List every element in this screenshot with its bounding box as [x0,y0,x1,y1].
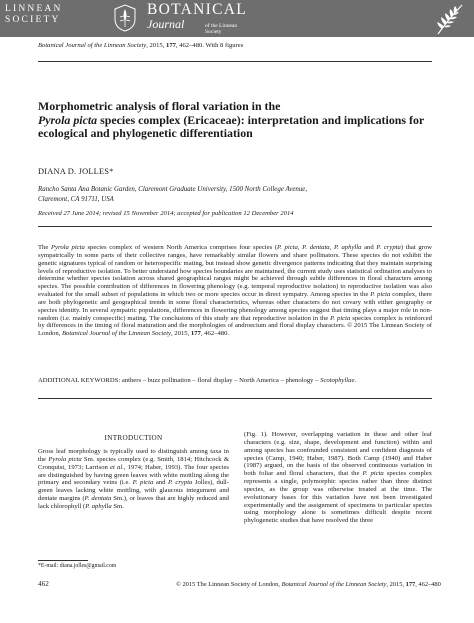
society-name [5,4,63,26]
abstract-text: , [297,244,303,251]
body-italic: et al. [110,463,124,471]
citation-year: , 2015, [146,42,167,49]
abstract-text: species complex of western North America comprises four species ( [84,244,278,251]
abstract-text: , 462–480. [200,330,230,338]
journal-name-suffix [205,23,237,35]
body-italic: P. dentata [84,495,112,503]
article-title [38,100,438,141]
author-name: DIANA D. JOLLES* [38,167,114,176]
abstract-volume: 177 [190,330,201,338]
footer-text: , 462–480 [415,581,441,588]
abstract [38,244,432,338]
article-citation [38,42,243,49]
citation-volume: 177 [166,42,176,49]
footer-text: , 2015, [386,581,406,588]
abstract-italic: Botanical Journal of the Linnean Society [61,330,171,338]
footnote-divider [38,560,88,561]
body-italic: P. crypta [167,479,193,487]
section-heading-introduction: INTRODUCTION [104,434,163,442]
body-italic: Pyrola picta [48,455,82,463]
author-email-footnote: *E-mail: diana.jolles@gmail.com [38,563,117,569]
body-text: Sm. species complex (e.g. Smith, 1814; Hitchcock & Cronquist, 1973; Larrison [38,455,229,471]
author-affiliation [38,185,438,204]
body-text: , 1974; Haber, 1993). The four species are distinguished by having green leaves with white mottling along the primary and secondary veins (i.e. [38,463,229,487]
journal-name-botanical: BOTANICAL [147,1,248,18]
abstract-text: , 2015, [170,330,191,338]
footer-volume: 177 [405,581,416,588]
citation-pages: , 462–480. With 8 figures [175,42,244,49]
body-column-left [38,448,229,511]
body-italic: P. picta [132,479,154,487]
abstract-divider [38,398,432,399]
footer-journal: Botanical Journal of the Linnean Society [281,581,387,588]
abstract-text: complex, there are both phylogenetic and geographical trends in some floral characteristics, whereas other characters do not covary with either geography or species identity. In several sympatric populations, differences in flowering phenology among species suggest that timing plays a major role in non-random (i.e. mainly conspecific) mating. The conclusions of this study are that reproductive isolation in the [38,291,432,322]
abstract-italic: P. picta [370,291,391,299]
header-divider [38,61,432,62]
abstract-italic: P. aphylla [333,244,362,251]
title-part2: species complex (Ericaceae): interpretation and implications for ecological and phylogenetic differentiation [38,112,424,141]
society-seal-icon [111,3,139,33]
body-column-right [244,431,432,525]
dates-divider [38,226,432,227]
footer-text: © 2015 The Linnean Society of London, [176,581,282,588]
society-name-line2: SOCIETY [5,15,61,25]
body-italic: P. picta [362,470,384,478]
body-text: Gross leaf morphology is typically used to distinguish among taxa in the [38,448,229,463]
abstract-text: ) that grow sympatrically in some parts of their collective ranges, have remarkably similar flowers and share pollinators. These species do not exhibit the genetic signatures typical of random or heterospecific mating, but instead show genetic divergence patterns indicating that they maintain surprising levels of reproductive isolation. To better understand how species boundaries are maintained, the current study uses statistical ordination analyses to determine whether species isolation across shared geographical ranges might be achieved through subtle differences in floral characters among species. The possible contribution of differences in flowering phenology (e.g. temporal reproductive isolation) to reproductive isolation was also evaluated for the small subset of populations in which two or more species occur in direct sympatry. Among species in the [38,244,432,299]
page-number: 462 [38,580,49,588]
fern-logo-icon [434,2,466,36]
body-italic: P. aphylla [85,502,112,510]
citation-journal: Botanical Journal of the Linnean Society [38,42,147,49]
journal-suffix-line1: of the Linnean [205,23,238,29]
abstract-italic: P. picta [330,314,351,322]
abstract-italic: Pyrola picta [51,244,85,251]
title-part1: Morphometric analysis of floral variation in the [38,99,281,113]
keywords-end: . [354,377,357,384]
title-species: Pyrola picta [38,112,98,127]
footer-citation [176,581,441,588]
journal-masthead [0,0,474,37]
society-name-line1: LINNEAN [5,4,63,14]
body-text: (Fig. 1). However, overlapping variation in these and other leaf characters (e.g. size, shape, development and function) within and among species has confounded consistent and confident diagnosis of species (Camp, 1940; Haber, 1987). Both Camp (1940) and Haber (1987) argued, on the basis of the observed continuous variation in both foliar and floral characters, that the [244,431,432,478]
abstract-text: species complex is reinforced by differences in the timing of floral maturation and the morphologies of androecium and floral display characters. © 2015 The Linnean Society of London, [38,314,432,338]
keywords-last: Scotophyllae [320,377,355,384]
submission-dates: Received 27 June 2014; revised 15 November 2014; accepted for publication 12 December 2014 [38,210,294,217]
body-text: Jolles), dull-green leaves lacking white mottling, with glaucous integument and dentate margins ( [38,479,229,503]
body-text: and [153,479,168,487]
journal-suffix-line2: Society [205,29,222,35]
additional-keywords [38,377,432,385]
keywords-list: anthers – buzz pollination – floral display – North America – phenology – [120,377,321,384]
abstract-text: , [329,244,334,251]
abstract-italic: P. picta [277,244,298,251]
body-text: Sm. [111,502,124,510]
abstract-text: The [38,244,51,251]
journal-name-journal: Journal [147,17,185,31]
abstract-italic: P. crypta [376,244,401,251]
affiliation-line2: Claremont, CA 91711, USA [38,195,114,203]
abstract-italic: P. dentata [302,244,330,251]
affiliation-line1: Rancho Santa Ana Botanic Garden, Claremont Graduate University, 1500 North College Avenue, [38,186,308,193]
keywords-label: ADDITIONAL KEYWORDS: [38,377,121,384]
body-text: species complex represents a single, polymorphic species rather than three distinct species, as the group was otherwise treated at the time. The evolutionary bases for this variation have not been investigated experimentally and the assignment of specimens to particular species using morphology alone is sometimes difficult despite recent phylogenetic studies that have resolved the three [244,470,432,525]
abstract-text: and [361,244,377,251]
body-text: Sm.), or leaves that are highly reduced and lack chlorophyll ( [38,495,229,510]
